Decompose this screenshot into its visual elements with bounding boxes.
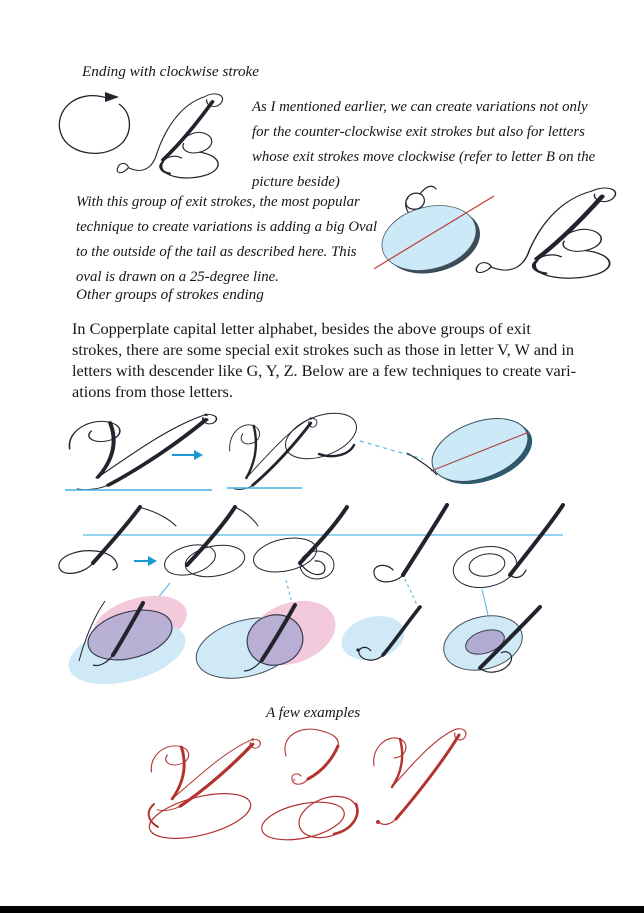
- descender-oval-variation-1: [161, 507, 258, 581]
- letter-b-sample: [117, 94, 222, 178]
- example-letter-z: [258, 729, 362, 846]
- other-groups-paragraph: [72, 318, 576, 402]
- highlight-oval: [375, 196, 488, 284]
- clockwise-stroke-diagram: [55, 86, 245, 186]
- oval-overlay-pink-blue: [62, 586, 193, 695]
- example-letter-y-oval: [145, 738, 260, 847]
- letter-y-variation-diagram: [55, 405, 644, 502]
- descender-curl-variation: [374, 505, 447, 582]
- text-line: With this group of exit strokes, the most popular: [76, 194, 360, 210]
- descender-spiral-variation: [450, 505, 563, 592]
- oval-highlight-small: [337, 607, 420, 667]
- text-line: whose exit strokes move clockwise (refer to letter B on the: [252, 149, 596, 165]
- section-heading-other-groups: Other groups of strokes ending: [76, 286, 264, 303]
- text-line: letters with descender like G, Y, Z. Below are a few techniques to create vari-: [72, 361, 577, 380]
- oval-highlight-diagram: [374, 182, 644, 288]
- arrow-right-icon: [172, 450, 203, 460]
- descender-oval-variation-2: [250, 507, 347, 579]
- example-letter-y-descender: [374, 729, 466, 825]
- clockwise-arrow-icon: [59, 92, 129, 153]
- arrow-right-icon: [134, 556, 157, 566]
- page-bottom-bar: [0, 906, 644, 913]
- text-line: ations from those letters.: [72, 382, 233, 401]
- clockwise-intro-paragraph: [252, 95, 595, 195]
- oval-technique-paragraph: [76, 190, 377, 290]
- text-line: strokes, there are some special exit strokes such as those in letter V, W and in: [72, 340, 575, 359]
- text-line: In Copperplate capital letter alphabet, besides the above groups of exit: [72, 319, 531, 338]
- examples-calligraphy: [128, 724, 512, 866]
- text-line: picture beside): [252, 174, 340, 190]
- text-line: technique to create variations is adding a big Oval: [76, 219, 378, 235]
- letter-y-with-oval: [230, 405, 363, 490]
- oval-highlight-with-inner: [438, 607, 540, 678]
- text-line: to the outside of the tail as described here. This: [76, 244, 357, 260]
- connector-line: [405, 579, 418, 607]
- big-oval-callout: [407, 407, 541, 497]
- section-heading-examples: A few examples: [266, 704, 361, 721]
- text-line: oval is drawn on a 25-degree line.: [76, 269, 279, 285]
- descender-variation-diagram: [55, 503, 644, 700]
- letter-b-with-oval: [476, 188, 615, 278]
- section-heading-clockwise: Ending with clockwise stroke: [82, 63, 260, 80]
- oval-overlay-blue-pink: [190, 589, 345, 688]
- connector-line: [482, 589, 488, 615]
- descender-original: [59, 507, 176, 573]
- text-line: As I mentioned earlier, we can create variations not only: [252, 99, 588, 115]
- text-line: for the counter-clockwise exit strokes but also for letters: [252, 124, 585, 140]
- connector-line: [286, 580, 292, 603]
